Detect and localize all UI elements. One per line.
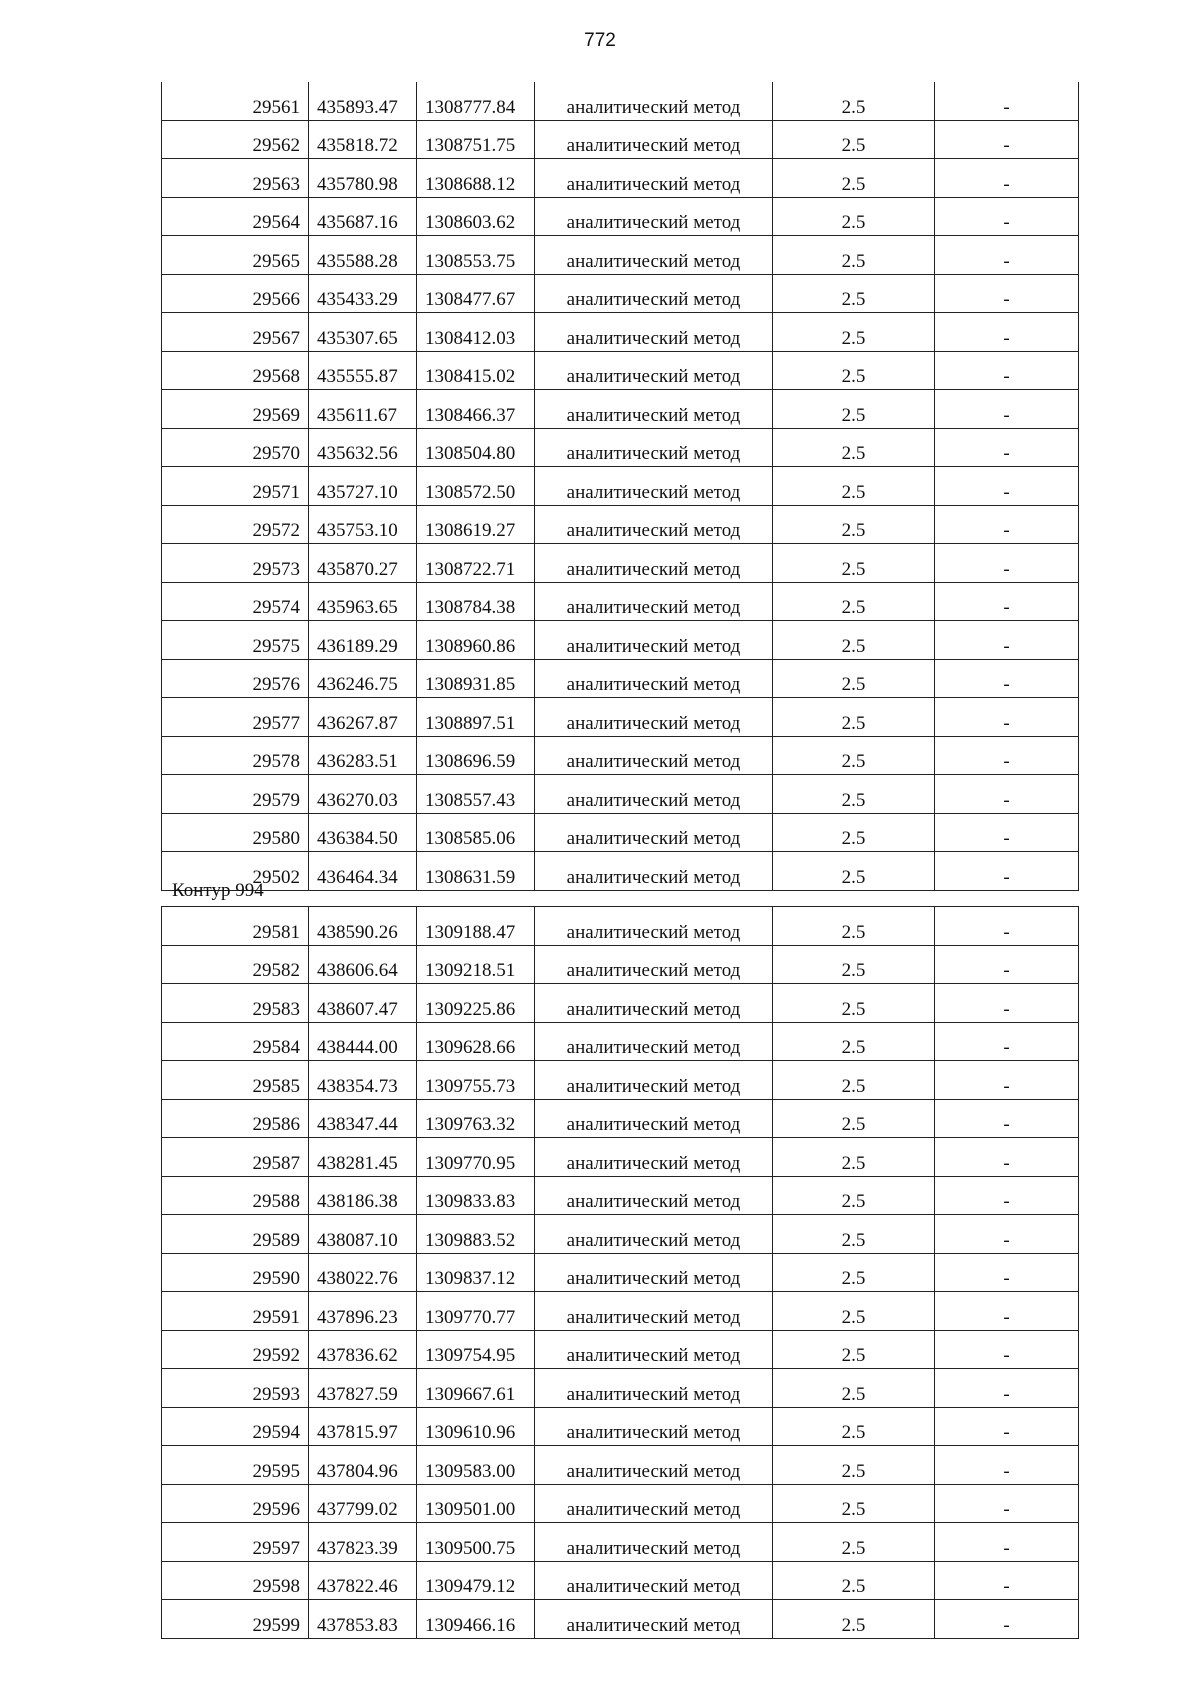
contour-label: Контур 994 [172, 880, 264, 901]
table-row [162, 197, 1079, 236]
y-coordinate-cell: 1309218.51 [417, 945, 535, 984]
method-cell: аналитический метод [535, 1176, 773, 1215]
method-cell: аналитический метод [535, 1022, 773, 1061]
table-row [162, 907, 1079, 946]
y-coordinate-cell: 1309667.61 [417, 1369, 535, 1408]
method-cell: аналитический метод [535, 1407, 773, 1446]
note-cell: - [935, 82, 1079, 120]
table-row [162, 467, 1079, 506]
method-cell: аналитический метод [535, 1061, 773, 1100]
point-number-cell: 29568 [162, 351, 309, 390]
point-number-cell: 29564 [162, 197, 309, 236]
accuracy-cell: 2.5 [773, 582, 935, 621]
table-row [162, 1407, 1079, 1446]
method-cell: аналитический метод [535, 197, 773, 236]
x-coordinate-cell: 435870.27 [309, 544, 417, 583]
accuracy-cell: 2.5 [773, 907, 935, 946]
accuracy-cell: 2.5 [773, 659, 935, 698]
y-coordinate-cell: 1308415.02 [417, 351, 535, 390]
x-coordinate-cell: 435588.28 [309, 236, 417, 275]
note-cell: - [935, 698, 1079, 737]
note-cell: - [935, 390, 1079, 429]
x-coordinate-cell: 438281.45 [309, 1138, 417, 1177]
note-cell: - [935, 621, 1079, 660]
point-number-cell: 29569 [162, 390, 309, 429]
note-cell: - [935, 1138, 1079, 1177]
method-cell: аналитический метод [535, 621, 773, 660]
x-coordinate-cell: 438347.44 [309, 1099, 417, 1138]
method-cell: аналитический метод [535, 1600, 773, 1639]
y-coordinate-cell: 1308960.86 [417, 621, 535, 660]
x-coordinate-cell: 435555.87 [309, 351, 417, 390]
method-cell: аналитический метод [535, 313, 773, 352]
point-number-cell: 29599 [162, 1600, 309, 1639]
method-cell: аналитический метод [535, 945, 773, 984]
method-cell: аналитический метод [535, 236, 773, 275]
note-cell: - [935, 236, 1079, 275]
y-coordinate-cell: 1308585.06 [417, 813, 535, 852]
point-number-cell: 29573 [162, 544, 309, 583]
point-number-cell: 29576 [162, 659, 309, 698]
note-cell: - [935, 1253, 1079, 1292]
table-row [162, 582, 1079, 621]
table-row [162, 428, 1079, 467]
accuracy-cell: 2.5 [773, 313, 935, 352]
table-row [162, 313, 1079, 352]
point-number-cell: 29580 [162, 813, 309, 852]
x-coordinate-cell: 436246.75 [309, 659, 417, 698]
x-coordinate-cell: 436283.51 [309, 736, 417, 775]
point-number-cell: 29582 [162, 945, 309, 984]
note-cell: - [935, 659, 1079, 698]
table-row [162, 1176, 1079, 1215]
x-coordinate-cell: 438186.38 [309, 1176, 417, 1215]
y-coordinate-cell: 1308722.71 [417, 544, 535, 583]
x-coordinate-cell: 435307.65 [309, 313, 417, 352]
x-coordinate-cell: 436384.50 [309, 813, 417, 852]
x-coordinate-cell: 437822.46 [309, 1561, 417, 1600]
accuracy-cell: 2.5 [773, 1138, 935, 1177]
note-cell: - [935, 1099, 1079, 1138]
note-cell: - [935, 313, 1079, 352]
method-cell: аналитический метод [535, 274, 773, 313]
table-row [162, 1253, 1079, 1292]
point-number-cell: 29581 [162, 907, 309, 946]
table-row [162, 736, 1079, 775]
table-row [162, 351, 1079, 390]
x-coordinate-cell: 435893.47 [309, 82, 417, 120]
point-number-cell: 29597 [162, 1523, 309, 1562]
accuracy-cell: 2.5 [773, 274, 935, 313]
accuracy-cell: 2.5 [773, 197, 935, 236]
x-coordinate-cell: 435780.98 [309, 159, 417, 198]
method-cell: аналитический метод [535, 1253, 773, 1292]
x-coordinate-cell: 435753.10 [309, 505, 417, 544]
point-number-cell: 29563 [162, 159, 309, 198]
accuracy-cell: 2.5 [773, 120, 935, 159]
y-coordinate-cell: 1308696.59 [417, 736, 535, 775]
accuracy-cell: 2.5 [773, 698, 935, 737]
note-cell: - [935, 274, 1079, 313]
table-row [162, 659, 1079, 698]
method-cell: аналитический метод [535, 1369, 773, 1408]
method-cell: аналитический метод [535, 1138, 773, 1177]
x-coordinate-cell: 437799.02 [309, 1484, 417, 1523]
note-cell: - [935, 582, 1079, 621]
note-cell: - [935, 544, 1079, 583]
note-cell: - [935, 1176, 1079, 1215]
y-coordinate-cell: 1308572.50 [417, 467, 535, 506]
y-coordinate-cell: 1309500.75 [417, 1523, 535, 1562]
table-row [162, 1292, 1079, 1331]
y-coordinate-cell: 1308751.75 [417, 120, 535, 159]
point-number-cell: 29583 [162, 984, 309, 1023]
point-number-cell: 29591 [162, 1292, 309, 1331]
point-number-cell: 29577 [162, 698, 309, 737]
method-cell: аналитический метод [535, 505, 773, 544]
x-coordinate-cell: 438444.00 [309, 1022, 417, 1061]
accuracy-cell: 2.5 [773, 813, 935, 852]
note-cell: - [935, 907, 1079, 946]
accuracy-cell: 2.5 [773, 621, 935, 660]
note-cell: - [935, 736, 1079, 775]
method-cell: аналитический метод [535, 775, 773, 814]
point-number-cell: 29574 [162, 582, 309, 621]
accuracy-cell: 2.5 [773, 1292, 935, 1331]
y-coordinate-cell: 1309770.77 [417, 1292, 535, 1331]
table-row [162, 945, 1079, 984]
note-cell: - [935, 1523, 1079, 1562]
y-coordinate-cell: 1309188.47 [417, 907, 535, 946]
y-coordinate-cell: 1308553.75 [417, 236, 535, 275]
point-number-cell: 29584 [162, 1022, 309, 1061]
table-row [162, 1022, 1079, 1061]
y-coordinate-cell: 1309479.12 [417, 1561, 535, 1600]
note-cell: - [935, 1600, 1079, 1639]
point-number-cell: 29575 [162, 621, 309, 660]
method-cell: аналитический метод [535, 1523, 773, 1562]
point-number-cell: 29572 [162, 505, 309, 544]
point-number-cell: 29562 [162, 120, 309, 159]
method-cell: аналитический метод [535, 984, 773, 1023]
accuracy-cell: 2.5 [773, 1407, 935, 1446]
accuracy-cell: 2.5 [773, 1215, 935, 1254]
x-coordinate-cell: 436464.34 [309, 852, 417, 891]
y-coordinate-cell: 1309755.73 [417, 1061, 535, 1100]
note-cell: - [935, 1215, 1079, 1254]
accuracy-cell: 2.5 [773, 984, 935, 1023]
point-number-cell: 29598 [162, 1561, 309, 1600]
point-number-cell: 29565 [162, 236, 309, 275]
table-row [162, 775, 1079, 814]
note-cell: - [935, 197, 1079, 236]
x-coordinate-cell: 435687.16 [309, 197, 417, 236]
y-coordinate-cell: 1308619.27 [417, 505, 535, 544]
point-number-cell: 29566 [162, 274, 309, 313]
note-cell: - [935, 1446, 1079, 1485]
accuracy-cell: 2.5 [773, 236, 935, 275]
note-cell: - [935, 505, 1079, 544]
accuracy-cell: 2.5 [773, 1330, 935, 1369]
note-cell: - [935, 1330, 1079, 1369]
accuracy-cell: 2.5 [773, 736, 935, 775]
accuracy-cell: 2.5 [773, 1176, 935, 1215]
point-number-cell: 29567 [162, 313, 309, 352]
method-cell: аналитический метод [535, 736, 773, 775]
point-number-cell: 29589 [162, 1215, 309, 1254]
table-row [162, 390, 1079, 429]
point-number-cell: 29571 [162, 467, 309, 506]
method-cell: аналитический метод [535, 1446, 773, 1485]
accuracy-cell: 2.5 [773, 1446, 935, 1485]
accuracy-cell: 2.5 [773, 1600, 935, 1639]
y-coordinate-cell: 1309883.52 [417, 1215, 535, 1254]
accuracy-cell: 2.5 [773, 82, 935, 120]
y-coordinate-cell: 1309610.96 [417, 1407, 535, 1446]
x-coordinate-cell: 437804.96 [309, 1446, 417, 1485]
table-row [162, 82, 1079, 120]
x-coordinate-cell: 437815.97 [309, 1407, 417, 1446]
x-coordinate-cell: 436189.29 [309, 621, 417, 660]
method-cell: аналитический метод [535, 428, 773, 467]
method-cell: аналитический метод [535, 1292, 773, 1331]
note-cell: - [935, 984, 1079, 1023]
x-coordinate-cell: 436267.87 [309, 698, 417, 737]
note-cell: - [935, 1407, 1079, 1446]
table-row [162, 813, 1079, 852]
method-cell: аналитический метод [535, 467, 773, 506]
method-cell: аналитический метод [535, 1330, 773, 1369]
note-cell: - [935, 813, 1079, 852]
table-row [162, 984, 1079, 1023]
y-coordinate-cell: 1308777.84 [417, 82, 535, 120]
point-number-cell: 29570 [162, 428, 309, 467]
point-number-cell: 29585 [162, 1061, 309, 1100]
x-coordinate-cell: 435963.65 [309, 582, 417, 621]
y-coordinate-cell: 1308412.03 [417, 313, 535, 352]
point-number-cell: 29594 [162, 1407, 309, 1446]
table-row [162, 1561, 1079, 1600]
note-cell: - [935, 1292, 1079, 1331]
table-row [162, 1484, 1079, 1523]
point-number-cell: 29587 [162, 1138, 309, 1177]
x-coordinate-cell: 438022.76 [309, 1253, 417, 1292]
x-coordinate-cell: 438590.26 [309, 907, 417, 946]
y-coordinate-cell: 1309466.16 [417, 1600, 535, 1639]
note-cell: - [935, 852, 1079, 891]
table-row [162, 852, 1079, 891]
point-number-cell: 29592 [162, 1330, 309, 1369]
note-cell: - [935, 1561, 1079, 1600]
point-number-cell: 29579 [162, 775, 309, 814]
x-coordinate-cell: 438607.47 [309, 984, 417, 1023]
y-coordinate-cell: 1309583.00 [417, 1446, 535, 1485]
method-cell: аналитический метод [535, 1561, 773, 1600]
y-coordinate-cell: 1309837.12 [417, 1253, 535, 1292]
table-row [162, 1600, 1079, 1639]
note-cell: - [935, 775, 1079, 814]
method-cell: аналитический метод [535, 159, 773, 198]
point-number-cell: 29561 [162, 82, 309, 120]
y-coordinate-cell: 1308631.59 [417, 852, 535, 891]
x-coordinate-cell: 438354.73 [309, 1061, 417, 1100]
accuracy-cell: 2.5 [773, 467, 935, 506]
x-coordinate-cell: 435433.29 [309, 274, 417, 313]
method-cell: аналитический метод [535, 659, 773, 698]
table-row [162, 505, 1079, 544]
coordinates-table-1 [161, 82, 1079, 891]
accuracy-cell: 2.5 [773, 544, 935, 583]
table-row [162, 1061, 1079, 1100]
point-number-cell: 29588 [162, 1176, 309, 1215]
x-coordinate-cell: 435818.72 [309, 120, 417, 159]
y-coordinate-cell: 1308784.38 [417, 582, 535, 621]
note-cell: - [935, 351, 1079, 390]
method-cell: аналитический метод [535, 1099, 773, 1138]
y-coordinate-cell: 1308603.62 [417, 197, 535, 236]
table-row [162, 1215, 1079, 1254]
accuracy-cell: 2.5 [773, 1561, 935, 1600]
y-coordinate-cell: 1309770.95 [417, 1138, 535, 1177]
note-cell: - [935, 428, 1079, 467]
table-row [162, 159, 1079, 198]
accuracy-cell: 2.5 [773, 351, 935, 390]
y-coordinate-cell: 1308466.37 [417, 390, 535, 429]
table-row [162, 1138, 1079, 1177]
method-cell: аналитический метод [535, 698, 773, 737]
table-row [162, 698, 1079, 737]
x-coordinate-cell: 435632.56 [309, 428, 417, 467]
y-coordinate-cell: 1308557.43 [417, 775, 535, 814]
method-cell: аналитический метод [535, 120, 773, 159]
note-cell: - [935, 120, 1079, 159]
y-coordinate-cell: 1308931.85 [417, 659, 535, 698]
x-coordinate-cell: 438087.10 [309, 1215, 417, 1254]
accuracy-cell: 2.5 [773, 159, 935, 198]
accuracy-cell: 2.5 [773, 1061, 935, 1100]
x-coordinate-cell: 437896.23 [309, 1292, 417, 1331]
y-coordinate-cell: 1308504.80 [417, 428, 535, 467]
x-coordinate-cell: 435727.10 [309, 467, 417, 506]
point-number-cell: 29578 [162, 736, 309, 775]
note-cell: - [935, 1022, 1079, 1061]
table-row [162, 1523, 1079, 1562]
accuracy-cell: 2.5 [773, 1369, 935, 1408]
point-number-cell: 29596 [162, 1484, 309, 1523]
x-coordinate-cell: 437836.62 [309, 1330, 417, 1369]
point-number-cell: 29502 [162, 852, 309, 891]
accuracy-cell: 2.5 [773, 390, 935, 429]
note-cell: - [935, 1369, 1079, 1408]
method-cell: аналитический метод [535, 1484, 773, 1523]
accuracy-cell: 2.5 [773, 945, 935, 984]
y-coordinate-cell: 1308897.51 [417, 698, 535, 737]
page-number: 772 [584, 30, 616, 51]
table-row [162, 1369, 1079, 1408]
table-row [162, 1099, 1079, 1138]
accuracy-cell: 2.5 [773, 1022, 935, 1061]
table-row [162, 236, 1079, 275]
method-cell: аналитический метод [535, 582, 773, 621]
method-cell: аналитический метод [535, 351, 773, 390]
note-cell: - [935, 159, 1079, 198]
x-coordinate-cell: 435611.67 [309, 390, 417, 429]
y-coordinate-cell: 1309763.32 [417, 1099, 535, 1138]
accuracy-cell: 2.5 [773, 428, 935, 467]
method-cell: аналитический метод [535, 907, 773, 946]
accuracy-cell: 2.5 [773, 505, 935, 544]
coordinates-table-2 [161, 906, 1079, 1639]
note-cell: - [935, 945, 1079, 984]
point-number-cell: 29590 [162, 1253, 309, 1292]
x-coordinate-cell: 437823.39 [309, 1523, 417, 1562]
y-coordinate-cell: 1308477.67 [417, 274, 535, 313]
accuracy-cell: 2.5 [773, 852, 935, 891]
accuracy-cell: 2.5 [773, 1099, 935, 1138]
note-cell: - [935, 1061, 1079, 1100]
method-cell: аналитический метод [535, 390, 773, 429]
note-cell: - [935, 467, 1079, 506]
table-row [162, 1446, 1079, 1485]
y-coordinate-cell: 1309501.00 [417, 1484, 535, 1523]
method-cell: аналитический метод [535, 82, 773, 120]
y-coordinate-cell: 1309225.86 [417, 984, 535, 1023]
table-row [162, 274, 1079, 313]
y-coordinate-cell: 1308688.12 [417, 159, 535, 198]
point-number-cell: 29586 [162, 1099, 309, 1138]
method-cell: аналитический метод [535, 852, 773, 891]
point-number-cell: 29593 [162, 1369, 309, 1408]
table-row [162, 544, 1079, 583]
table-row [162, 120, 1079, 159]
accuracy-cell: 2.5 [773, 1253, 935, 1292]
x-coordinate-cell: 437853.83 [309, 1600, 417, 1639]
x-coordinate-cell: 438606.64 [309, 945, 417, 984]
x-coordinate-cell: 436270.03 [309, 775, 417, 814]
accuracy-cell: 2.5 [773, 775, 935, 814]
note-cell: - [935, 1484, 1079, 1523]
table-row [162, 1330, 1079, 1369]
method-cell: аналитический метод [535, 1215, 773, 1254]
x-coordinate-cell: 437827.59 [309, 1369, 417, 1408]
accuracy-cell: 2.5 [773, 1484, 935, 1523]
y-coordinate-cell: 1309628.66 [417, 1022, 535, 1061]
y-coordinate-cell: 1309754.95 [417, 1330, 535, 1369]
table-row [162, 621, 1079, 660]
y-coordinate-cell: 1309833.83 [417, 1176, 535, 1215]
method-cell: аналитический метод [535, 544, 773, 583]
point-number-cell: 29595 [162, 1446, 309, 1485]
accuracy-cell: 2.5 [773, 1523, 935, 1562]
method-cell: аналитический метод [535, 813, 773, 852]
